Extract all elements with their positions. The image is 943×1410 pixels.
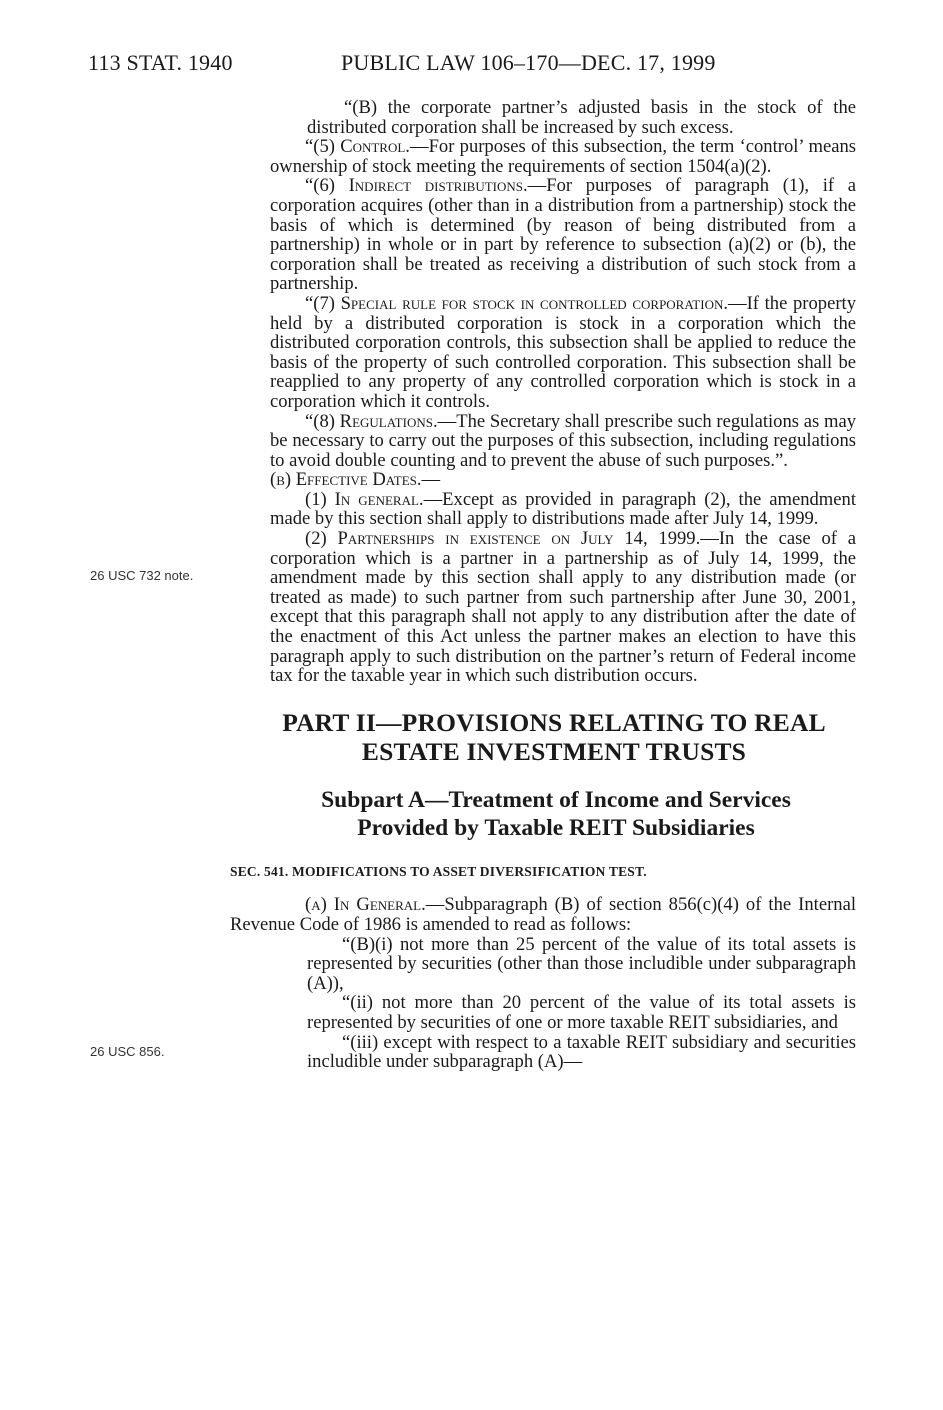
clause-ii: “(ii) not more than 20 percent of the value of its total assets is represented by securities of one or more taxable REIT subsidiaries, and <box>307 992 856 1033</box>
paragraph-text: —The Secretary shall prescribe such regulations as may be necessary to carry out the purposes of this subsection, including regulations to avoid double counting and to prevent the abuse of such purposes.”. <box>270 410 857 471</box>
subpart-title-line: Provided by Taxable REIT Subsidiaries <box>357 814 755 841</box>
paragraph-heading: (a) In General. <box>305 894 426 916</box>
quoted-amendment <box>307 935 856 1072</box>
paragraph-6-indirect <box>270 176 856 294</box>
margin-note-732: 26 USC 732 note. <box>90 568 194 583</box>
paragraph-text: —For purposes of paragraph (1), if a corporation acquires (other than in a distribution from a partnership) stock the basis of which is determined (by reason of being distributed from a partnership) in whole or in part by reference to subsection (a)(2) or (b), the corporation shall be treated as receiving a distribution of such stock from a partnership. <box>270 175 856 295</box>
paragraph-heading: (2) Partnerships in existence on July 14, 1999. <box>305 528 701 550</box>
paragraph-text: —For purposes of this subsection, the term ‘control’ means ownership of stock meeting the requirements of section 1504(a)(2). <box>270 136 856 177</box>
paragraph-7-special-rule <box>270 294 856 412</box>
clause-iii: “(iii) except with respect to a taxable REIT subsidiary and securities includible under subparagraph (A)— <box>307 1031 856 1073</box>
paragraph-heading: “(5) Control. <box>305 136 410 158</box>
page-header-left: 113 STAT. 1940 <box>88 50 233 75</box>
part-title <box>252 708 856 766</box>
subsection-b-effective-dates: (b) Effective Dates.— <box>270 469 441 491</box>
subpart-title <box>256 786 856 842</box>
part-title-line: ESTATE INVESTMENT TRUSTS <box>361 736 747 766</box>
paragraph-5-control <box>270 137 856 176</box>
margin-note-856: 26 USC 856. <box>90 1044 165 1059</box>
paragraph-b-basis <box>270 98 856 137</box>
paragraph-8-regulations <box>270 412 856 471</box>
paragraph-text: —If the property held by a distributed corporation is stock in a corporation which the distributed corporation controls, this subsection shall be applied to reduce the basis of the property of such controlled corporation. This subsection shall be reapplied to any property of any controlled corporation which is stock in a corporation which it controls. <box>270 292 856 412</box>
section-heading: SEC. 541. MODIFICATIONS TO ASSET DIVERSIFICATION TEST. <box>230 863 647 879</box>
subsection-a-general <box>230 895 856 934</box>
part-title-line: PART II—PROVISIONS RELATING TO REAL <box>282 707 826 737</box>
page-header-center: PUBLIC LAW 106–170—DEC. 17, 1999 <box>341 50 716 75</box>
paragraph-text: —In the case of a corporation which is a partner in a partnership as of July 14, 1999, the amendment made by this section shall apply to any distribution made (or treated as made) to such partner from such partnership after June 30, 2001, except that this paragraph shall not apply to any distribution after the date of the enactment of this Act unless the partner makes an election to have this paragraph apply to such distribution on the partner’s return of Federal income tax for the taxable year in which such distribution occurs. <box>270 528 856 687</box>
paragraph-heading: “(8) Regulations. <box>305 410 438 432</box>
paragraph-text: “(B) the corporate partner’s adjusted basis in the stock of the distributed corporation shall be increased by such excess. <box>307 97 856 138</box>
paragraph-1-general <box>270 490 856 529</box>
paragraph-heading: (1) In general. <box>305 488 424 510</box>
document-body <box>230 97 857 1073</box>
paragraph-heading: “(7) Special rule for stock in controlled corporation. <box>305 292 728 314</box>
paragraph-text: —Except as provided in paragraph (2), the amendment made by this section shall apply to distributions made after July 14, 1999. <box>270 488 856 530</box>
clause-b-i: “(B)(i) not more than 25 percent of the value of its total assets is represented by securities (other than those includible under subparagraph (A)), <box>307 933 856 994</box>
subpart-title-line: Subpart A—Treatment of Income and Services <box>321 786 791 813</box>
paragraph-heading: “(6) Indirect distributions. <box>305 175 528 197</box>
paragraph-2-partnerships <box>270 529 856 686</box>
paragraph-text: —Subparagraph (B) of section 856(c)(4) of the Internal Revenue Code of 1986 is amended to read as follows: <box>230 894 856 935</box>
